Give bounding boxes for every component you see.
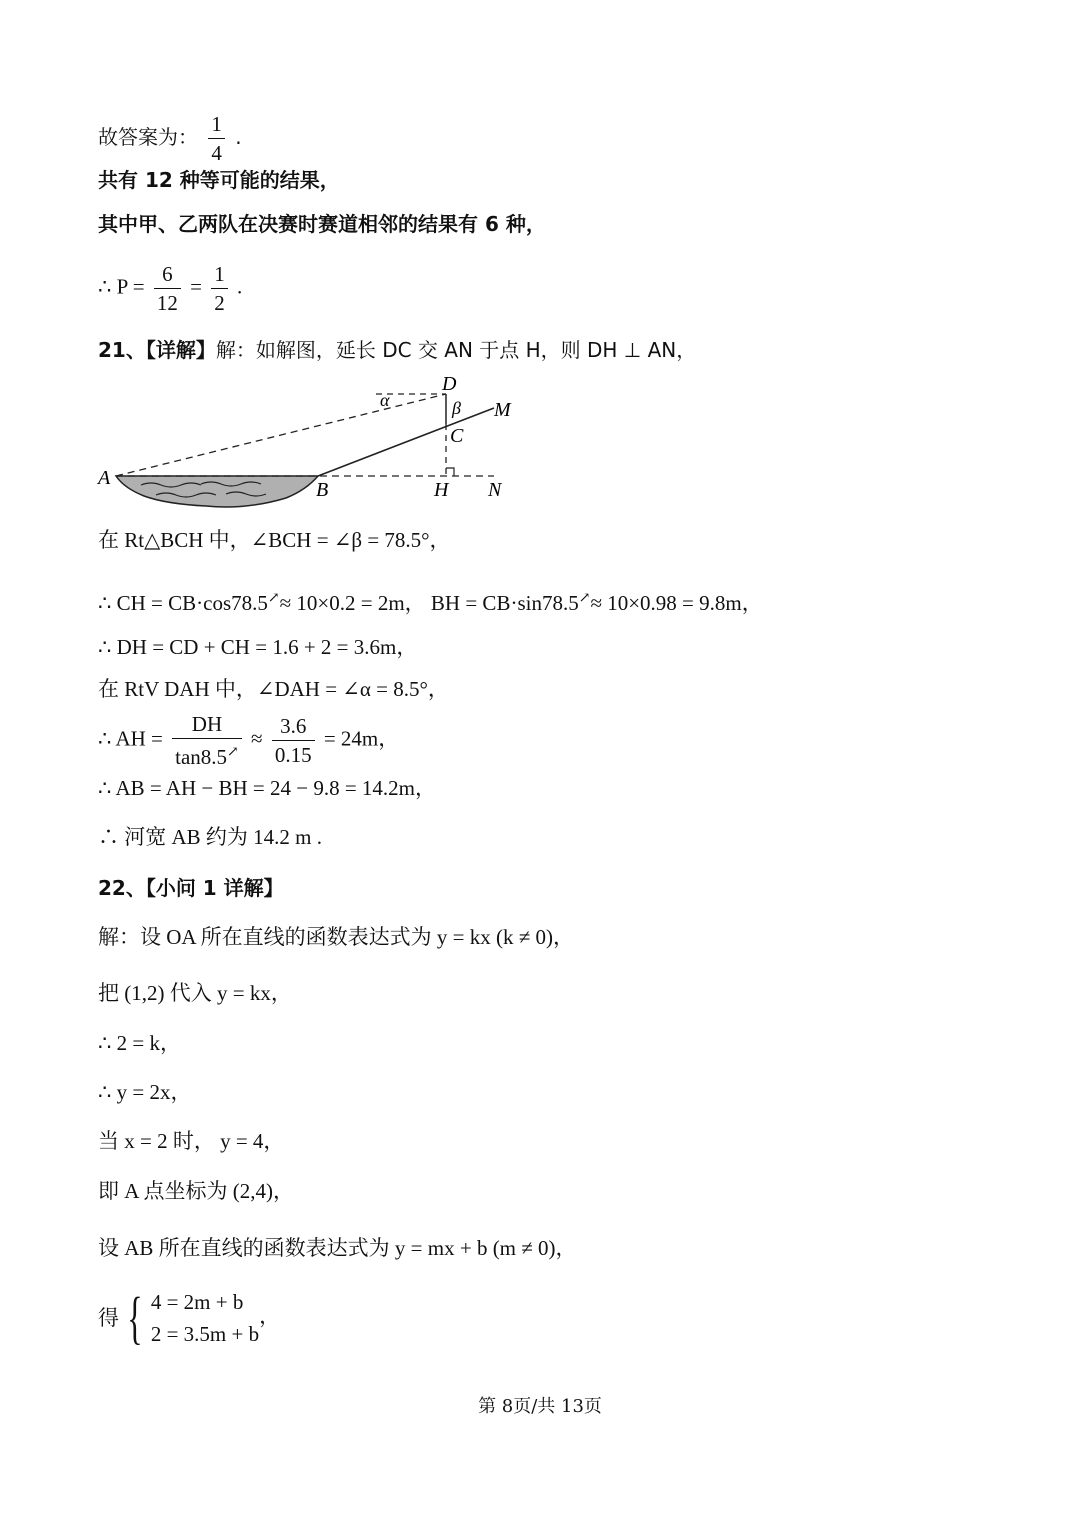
answer-prefix: 故答案为：	[98, 125, 198, 149]
degree-mark-icon: ↗	[578, 591, 591, 606]
equation-system-line	[98, 1286, 280, 1350]
brace-icon: {	[127, 1285, 143, 1350]
degree-mark-icon: ↗	[267, 591, 280, 606]
right-angle-mark	[446, 468, 454, 476]
equation-2: 2 = 3.5m + b	[150, 1322, 260, 1346]
q21-label: 21、【详解】	[98, 338, 216, 362]
total-outcomes-line: 共有 12 种等可能的结果，	[98, 168, 340, 192]
oa-function-line: 解：设 OA 所在直线的函数表达式为 y = kx (k ≠ 0)，	[98, 925, 575, 949]
equation-system	[98, 1286, 280, 1350]
q21-intro-text: 解：如解图，延长 DC 交 AN 于点 H，则 DH ⊥ AN，	[215, 338, 697, 362]
river-width-conclusion: ∴ 河宽 AB 约为 14.2 m .	[98, 825, 323, 849]
period: .	[235, 125, 242, 149]
label-A: A	[98, 467, 111, 489]
fraction-numerator: 3.6	[280, 714, 307, 738]
degree-mark-icon: ↗	[227, 745, 239, 760]
equation-1: 4 = 2m + b	[150, 1290, 244, 1314]
equation-stack	[151, 1286, 259, 1350]
period: .	[236, 274, 243, 299]
ah-calculation-line	[98, 712, 399, 769]
label-D: D	[442, 373, 457, 395]
q22-heading: 22、【小问 1 详解】	[98, 876, 284, 900]
tan-expression: tan8.5	[175, 745, 228, 769]
substitute-line: 把 (1,2) 代入 y = kx，	[98, 981, 292, 1005]
ah-result: = 24m，	[323, 726, 400, 751]
label-M: M	[494, 399, 511, 421]
fraction-denominator: 2	[211, 288, 228, 315]
ch-expression: ∴ CH = CB·cos78.5	[98, 591, 268, 615]
fraction-denominator: 0.15	[272, 740, 315, 767]
fraction-six-twelfths	[154, 262, 181, 315]
page-footer: 第 8页/共 13页	[478, 1396, 602, 1417]
label-N: N	[488, 479, 502, 501]
fraction-one-quarter	[208, 112, 225, 165]
equals-sign: =	[190, 274, 202, 299]
approx-sign: ≈	[251, 726, 263, 751]
dh-calculation-line: ∴ DH = CD + CH = 1.6 + 2 = 3.6m，	[98, 635, 418, 659]
fraction-denominator: 12	[154, 288, 181, 315]
fraction-denominator	[172, 738, 242, 769]
label-H: H	[434, 479, 449, 501]
system-suffix: ，	[259, 1304, 281, 1328]
fraction-one-half	[211, 262, 228, 315]
answer-line	[98, 112, 242, 165]
probability-line	[98, 262, 242, 315]
fraction-numerator: 6	[162, 262, 173, 286]
bh-expression: ≈ 10×0.2 = 2m， BH = CB·sin78.5	[279, 591, 579, 615]
ab-calculation-line: ∴ AB = AH − BH = 24 − 9.8 = 14.2m，	[98, 776, 437, 800]
slope-BM	[318, 408, 494, 476]
fraction-denominator: 4	[208, 138, 225, 165]
label-B: B	[316, 479, 329, 501]
triangle-bch-line: 在 Rt△BCH 中，∠BCH = ∠β = 78.5°，	[98, 528, 451, 552]
fraction-numerator: 1	[211, 112, 222, 136]
x-equals-2-line: 当 x = 2 时， y = 4，	[98, 1129, 285, 1153]
fraction-dh-over-tan	[172, 712, 242, 769]
point-a-line: 即 A 点坐标为 (2,4)，	[98, 1179, 294, 1203]
river-shape	[116, 476, 318, 507]
k-value-line: ∴ 2 = k，	[98, 1031, 181, 1055]
adjacent-outcomes-line: 其中甲、乙两队在决赛时赛道相邻的结果有 6 种，	[98, 212, 546, 236]
label-beta: β	[452, 398, 461, 418]
probability-label: ∴ P =	[98, 274, 145, 299]
triangle-dah-line: 在 RtV DAH 中，∠DAH = ∠α = 8.5°，	[98, 677, 449, 701]
ab-function-line: 设 AB 所在直线的函数表达式为 y = mx + b (m ≠ 0)，	[98, 1236, 577, 1260]
bh-result: ≈ 10×0.98 = 9.8m，	[590, 591, 763, 615]
river-width-diagram	[96, 372, 536, 512]
ah-label: ∴ AH =	[98, 726, 163, 751]
sight-line-AD	[116, 394, 446, 476]
label-alpha: α	[380, 390, 390, 410]
q21-heading-line	[98, 338, 696, 362]
fraction-numerator: DH	[191, 712, 223, 736]
ch-bh-calculation-line	[98, 587, 763, 615]
oa-result-line: ∴ y = 2x，	[98, 1080, 192, 1104]
fraction-numerator: 1	[214, 262, 225, 286]
fraction-three-six-over	[272, 714, 315, 767]
system-prefix: 得	[98, 1306, 119, 1330]
label-C: C	[450, 425, 464, 447]
